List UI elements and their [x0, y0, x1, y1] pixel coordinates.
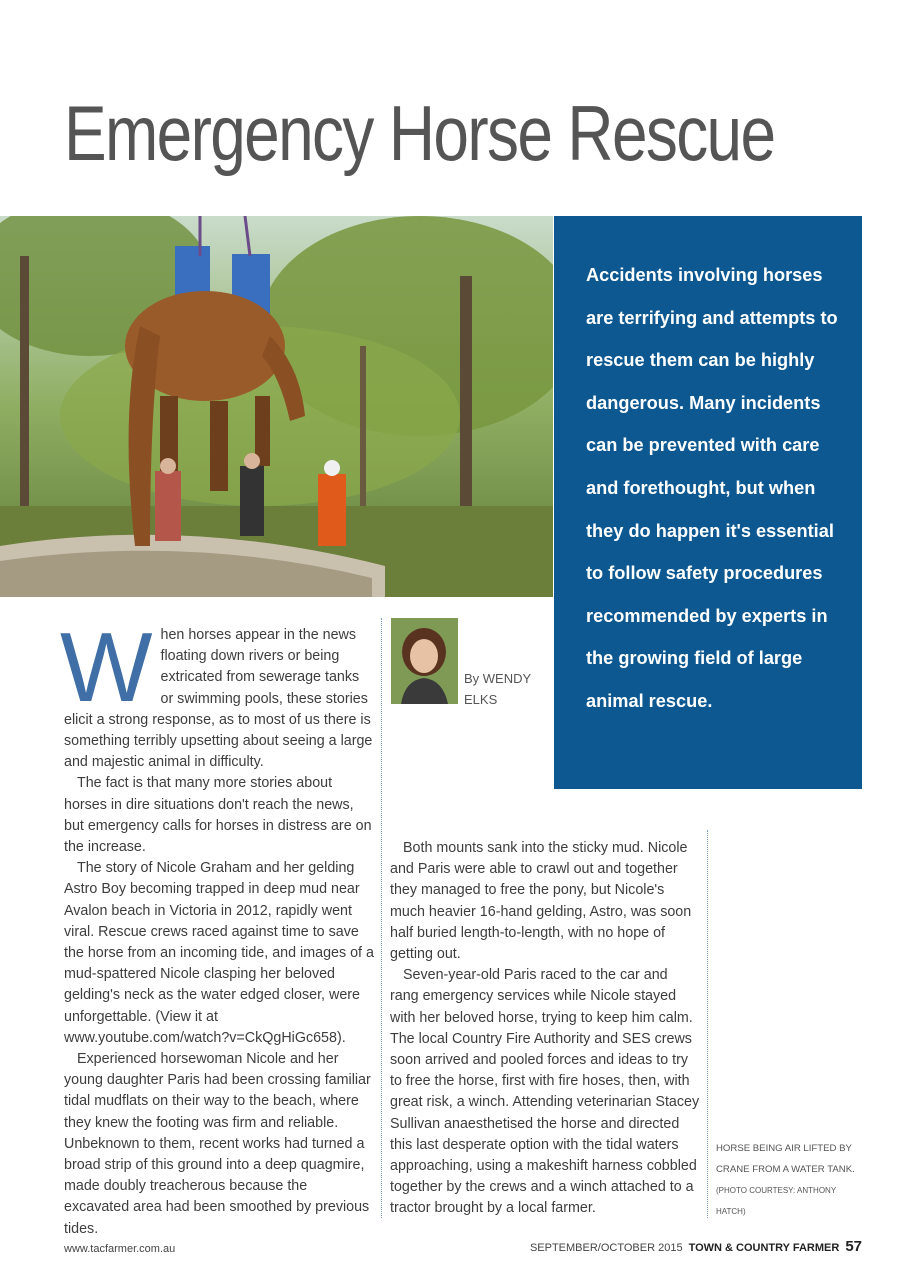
- photo-caption: [716, 1138, 866, 1222]
- drop-cap: W: [60, 612, 153, 722]
- article-column-2: [390, 838, 700, 1220]
- column-divider: [381, 618, 382, 1218]
- caption-credit: (PHOTO COURTESY: ANTHONY HATCH): [716, 1186, 837, 1216]
- footer-magazine: TOWN & COUNTRY FARMER: [688, 1242, 840, 1254]
- article-paragraph: Both mounts sank into the sticky mud. Nicole and Paris were able to crawl out and together they managed to free the pony, but Nicole's much heavier 16-hand gelding, Astro, was soon half buried length-to-length, with no hope of getting out.: [390, 840, 692, 963]
- page-number: 57: [845, 1238, 862, 1255]
- article-paragraph: Seven-year-old Paris raced to the car and rang emergency services while Nicole stayed with her beloved horse, trying to keep him calm. The local Country Fire Authority and SES crews soon arrived and pooled forces and ideas to try to free the horse, first with fire hoses, then, with great risk, a winch. Attending veterinarian Stacey Sullivan anaesthetised the horse and directed this last desperate option with the tidal waters approaching, using a makeshift harness cobbled together by the crews and a winch attached to a tractor brought by a local farmer.: [390, 967, 700, 1217]
- footer-issue: SEPTEMBER/OCTOBER 2015: [529, 1242, 683, 1254]
- author-photo: [391, 618, 458, 704]
- column-divider: [707, 830, 708, 1218]
- pull-quote-box: [554, 216, 862, 789]
- footer-url[interactable]: www.tacfarmer.com.au: [64, 1243, 176, 1255]
- article-paragraph: When horses appear in the news floating down rivers or being extricated from sewerage tanks or swimming pools, these stories elicit a strong response, as to most of us there is something terribly upsetting about seeing a large and majestic animal in difficulty.: [60, 612, 373, 771]
- pull-quote-text: Accidents involving horses are terrifying and attempts to rescue them can be highly dangerous. Many incidents can be prevented with care and forethought, but when they do happen it's essential to follow safety procedures recommended by experts in the growing field of large animal rescue.: [586, 265, 838, 711]
- article-paragraph: The story of Nicole Graham and her gelding Astro Boy becoming trapped in deep mud near Avalon beach in Victoria in 2012, rapidly went viral. Rescue crews raced against time to save the horse from an incoming tide, and images of a mud-spattered Nicole clasping her beloved gelding's neck as the water edged closer, were unforgettable. (View it at www.youtube.com/watch?v=CkQgHiGc658).: [64, 860, 374, 1046]
- article-column-1: [60, 612, 374, 1240]
- article-paragraph: Experienced horsewoman Nicole and her young daughter Paris had been crossing familiar tidal mudflats on their way to the beach, where they knew the footing was firm and reliable. Unbeknown to them, recent works had turned a broad strip of this ground into a deep quagmire, made doubly treacherous because the excavated area had been smoothed by previous tides.: [64, 1051, 371, 1237]
- article-paragraph: The fact is that many more stories about horses in dire situations don't reach the news, but emergency calls for horses in distress are on the increase.: [64, 775, 372, 856]
- horse-rescue-photo: [0, 216, 553, 597]
- page-title: Emergency Horse Rescue: [64, 89, 775, 177]
- footer-issue-info: [530, 1238, 862, 1255]
- byline: By WENDY ELKS: [464, 671, 531, 707]
- caption-text: HORSE BEING AIR LIFTED BY CRANE FROM A WATER TANK.: [716, 1143, 855, 1175]
